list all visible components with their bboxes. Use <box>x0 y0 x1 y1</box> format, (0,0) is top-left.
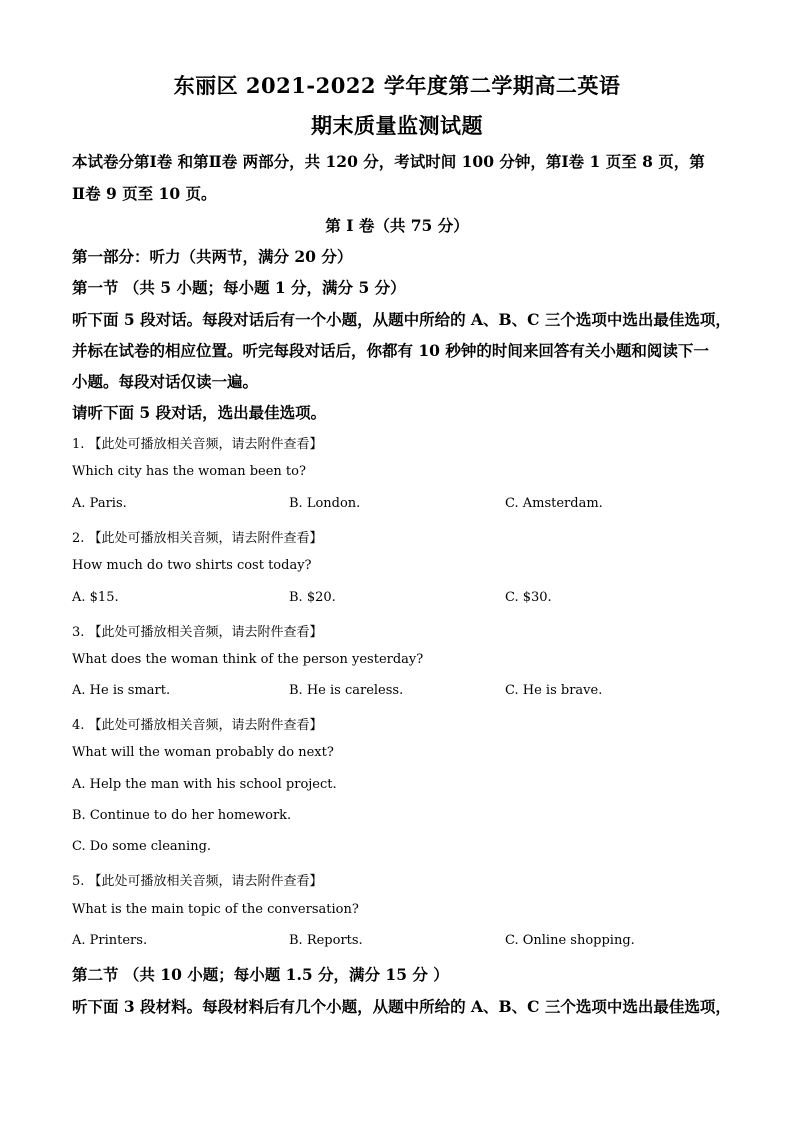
audio-placeholder: 【此处可播放相关音频，请去附件查看】 <box>88 625 323 640</box>
exam-title-line2: 期末质量监测试题 <box>311 113 483 138</box>
question-1-option-b: B. London. <box>289 496 361 511</box>
instruction-line3: 小题。每段对话仅读一遍。 <box>72 372 259 391</box>
question-2-option-a: A. $15. <box>72 590 119 605</box>
question-4-option-c: C. Do some cleaning. <box>72 839 212 854</box>
question-3-option-c: C. He is brave. <box>505 683 603 698</box>
part-title: 第一部分：听力（共两节，满分 20 分） <box>72 247 353 266</box>
question-3-stem: What does the woman think of the person yesterday? <box>72 652 424 667</box>
question-4-option-b: B. Continue to do her homework. <box>72 808 292 823</box>
question-2-audio <box>72 527 323 546</box>
intro-line1: 本试卷分第Ⅰ卷 和第Ⅱ卷 两部分，共 120 分，考试时间 100 分钟，第Ⅰ卷 1 页至 8 页，第 <box>72 152 705 171</box>
question-3-option-a: A. He is smart. <box>72 683 171 698</box>
instruction-line2: 并标在试卷的相应位置。听完每段对话后，你都有 10 秒钟的时间来回答有关小题和阅读下一 <box>72 341 709 360</box>
instruction-prompt: 请听下面 5 段对话，选出最佳选项。 <box>72 403 327 422</box>
question-5-option-c: C. Online shopping. <box>505 933 635 948</box>
question-number: 1. <box>72 437 89 452</box>
question-3-audio <box>72 621 323 640</box>
question-2-stem: How much do two shirts cost today? <box>72 558 312 573</box>
question-1-audio <box>72 433 323 452</box>
question-2-option-b: B. $20. <box>289 590 336 605</box>
audio-placeholder: 【此处可播放相关音频，请去附件查看】 <box>88 718 323 733</box>
question-number: 4. <box>72 718 89 733</box>
question-5-audio <box>72 870 323 889</box>
section2-subsection-title: 第二节 （共 10 小题；每小题 1.5 分，满分 15 分 ） <box>72 965 449 984</box>
audio-placeholder: 【此处可播放相关音频，请去附件查看】 <box>88 874 323 889</box>
question-number: 5. <box>72 874 89 889</box>
question-4-stem: What will the woman probably do next? <box>72 745 334 760</box>
question-number: 3. <box>72 625 89 640</box>
question-4-option-a: A. Help the man with his school project. <box>72 777 337 792</box>
section2-instruction-line1: 听下面 3 段材料。每段材料后有几个小题，从题中所给的 A、B、C 三个选项中选出最佳选项， <box>72 997 731 1016</box>
audio-placeholder: 【此处可播放相关音频，请去附件查看】 <box>88 531 323 546</box>
question-4-audio <box>72 714 323 733</box>
question-1-option-a: A. Paris. <box>72 496 127 511</box>
audio-placeholder: 【此处可播放相关音频，请去附件查看】 <box>88 437 323 452</box>
question-number: 2. <box>72 531 89 546</box>
exam-title-line1: 东丽区 2021-2022 学年度第二学期高二英语 <box>173 73 621 98</box>
intro-line2: Ⅱ卷 9 页至 10 页。 <box>72 184 217 203</box>
question-5-option-b: B. Reports. <box>289 933 363 948</box>
question-5-option-a: A. Printers. <box>72 933 148 948</box>
question-1-stem: Which city has the woman been to? <box>72 464 306 479</box>
volume-title: 第 I 卷（共 75 分） <box>325 216 469 235</box>
question-3-option-b: B. He is careless. <box>289 683 404 698</box>
instruction-line1: 听下面 5 段对话。每段对话后有一个小题，从题中所给的 A、B、C 三个选项中选出最佳选项， <box>72 310 731 329</box>
question-5-stem: What is the main topic of the conversation? <box>72 902 359 917</box>
question-2-option-c: C. $30. <box>505 590 552 605</box>
subsection-title: 第一节 （共 5 小题；每小题 1 分，满分 5 分） <box>72 278 406 297</box>
question-1-option-c: C. Amsterdam. <box>505 496 603 511</box>
